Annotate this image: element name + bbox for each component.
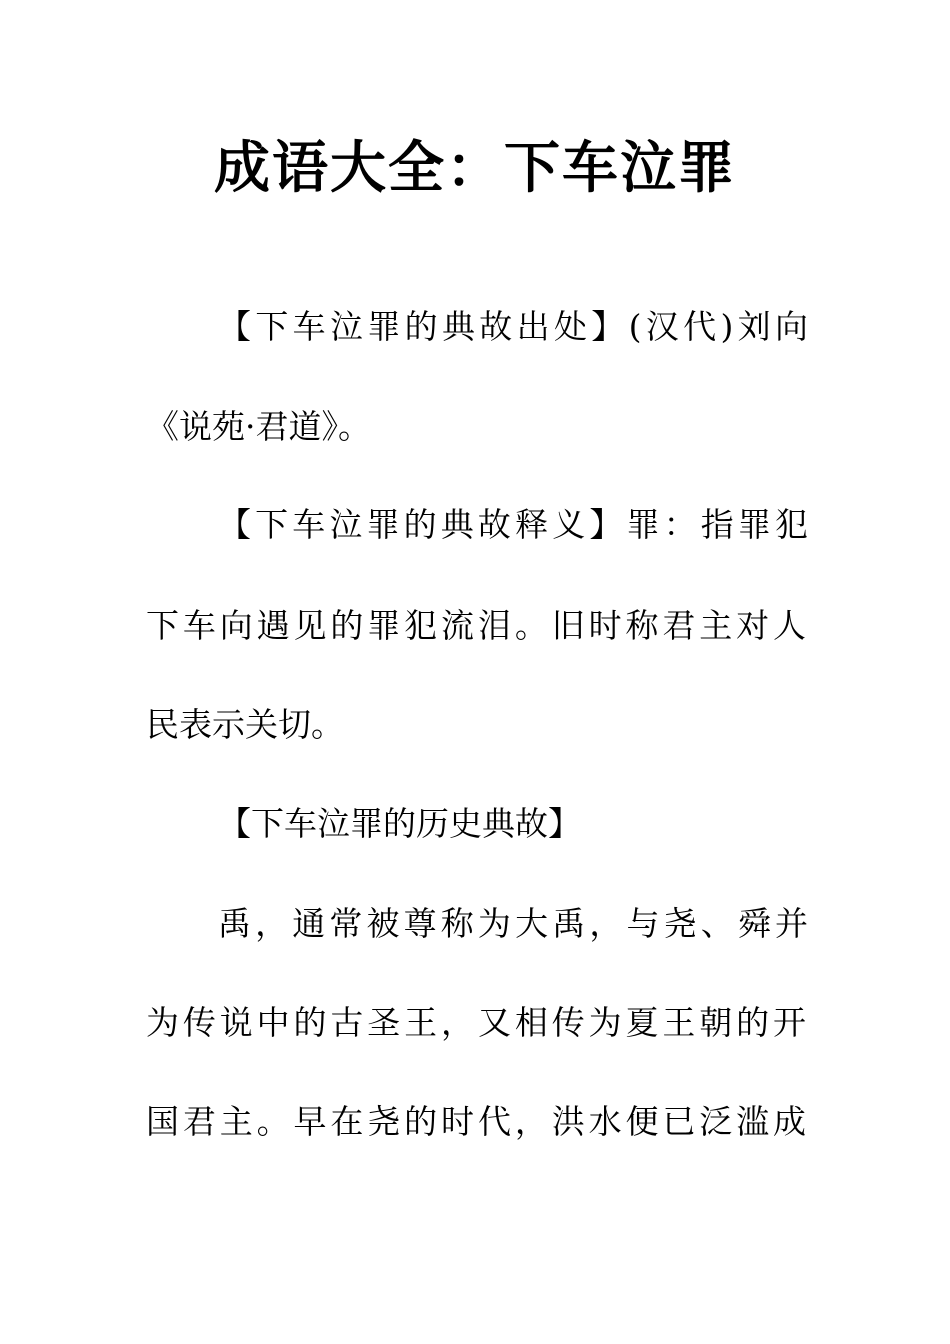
text-line-6: 【下车泣罪的历史典故】 [218,804,581,843]
text-line-9: 国君主。早在尧的时代，洪水便已泛滥成 [146,1102,806,1141]
text-line-7: 禹，通常被尊称为大禹，与尧、舜并 [218,904,808,943]
document-title: 成语大全：下车泣罪 [214,135,736,201]
text-line-2: 《说苑·君道》。 [146,407,371,446]
text-line-3: 【下车泣罪的典故释义】罪：指罪犯 [218,505,808,544]
text-line-5: 民表示关切。 [146,705,344,744]
text-line-8: 为传说中的古圣王，又相传为夏王朝的开 [146,1003,806,1042]
text-line-1: 【下车泣罪的典故出处】(汉代)刘向 [218,307,808,346]
text-line-4: 下车向遇见的罪犯流泪。旧时称君主对人 [146,606,806,645]
